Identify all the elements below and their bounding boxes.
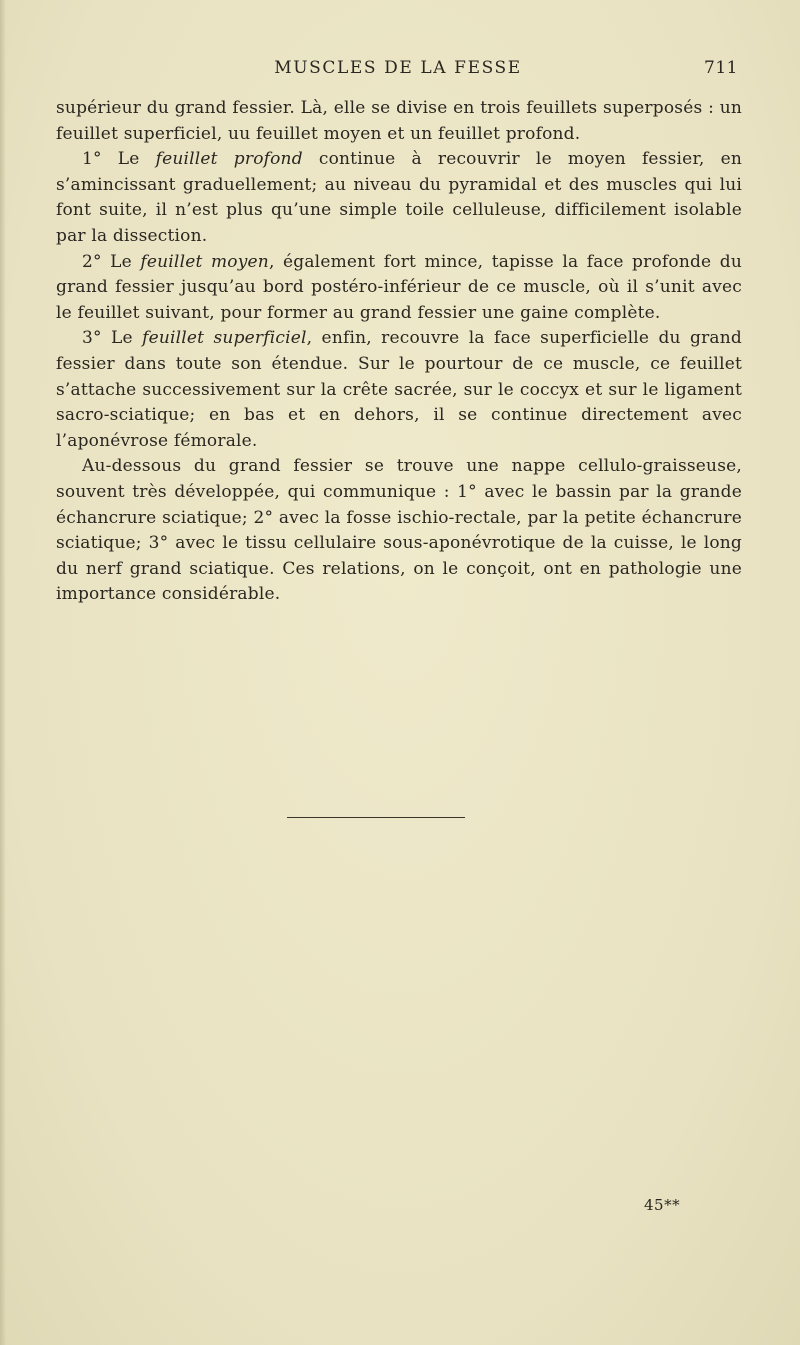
- paragraph-continuation: supérieur du grand fessier. Là, elle se divise en trois feuillets superposés : un feuillet superficiel, uu feuillet moyen et un feuillet profond.: [56, 98, 742, 144]
- page-number: 711: [704, 58, 738, 78]
- running-header: [56, 58, 740, 84]
- paragraph-number: 3° Le: [82, 328, 143, 349]
- italic-term: feuillet moyen: [140, 251, 269, 272]
- paragraph-number: 1° Le: [82, 149, 156, 170]
- italic-term: feuillet superficiel: [142, 328, 307, 349]
- paragraph-nappe-cellulo-graisseuse: Au-dessous du grand fessier se trouve une nappe cellulo-graisseuse, souvent très développée, qui communique : 1° avec le bassin par la grande échancrure sciatique; 2° avec la fosse ischio-rectale, par la petite échancrure sciatique; 3° avec le tissu cellulaire sous-aponévrotique de la cuisse, le long du nerf grand sciatique. Ces relations, on le conçoit, ont en pathologie une importance considérable.: [56, 456, 742, 605]
- italic-term: feuillet profond: [155, 149, 303, 170]
- paragraph-feuillet-profond: [56, 147, 742, 249]
- page-edge-shadow: [0, 0, 6, 1345]
- paragraph-feuillet-moyen: [56, 250, 742, 327]
- paragraph-feuillet-superficiel: [56, 326, 742, 454]
- printer-signature-mark: 45**: [644, 1196, 681, 1214]
- paragraph-text: , également fort mince, tapisse la face profonde du grand fessier jusqu’au bord postéro-inférieur de ce muscle, où il s’unit avec le feuillet suivant, pour former au grand fessier une gaine complète.: [56, 251, 742, 323]
- paragraph-text: continue à recouvrir le moyen fessier, en s’amincissant graduellement; au niveau du pyramidal et des muscles qui lui font suite, il n’est plus qu’une simple toile celluleuse, difficilement isolable par la dissection.: [56, 149, 742, 246]
- running-title: MUSCLES DE LA FESSE: [274, 58, 522, 78]
- paragraph-number: 2° Le: [82, 251, 141, 272]
- body-text: [56, 96, 742, 608]
- section-divider: [287, 817, 465, 818]
- paragraph-text: , enfin, recouvre la face superficielle du grand fessier dans toute son étendue. Sur le pourtour de ce muscle, ce feuillet s’attache successivement sur la crête sacrée, sur le coccyx et sur le ligament sacro-sciatique; en bas et en dehors, il se continue directement avec l’aponévrose fémorale.: [56, 328, 742, 451]
